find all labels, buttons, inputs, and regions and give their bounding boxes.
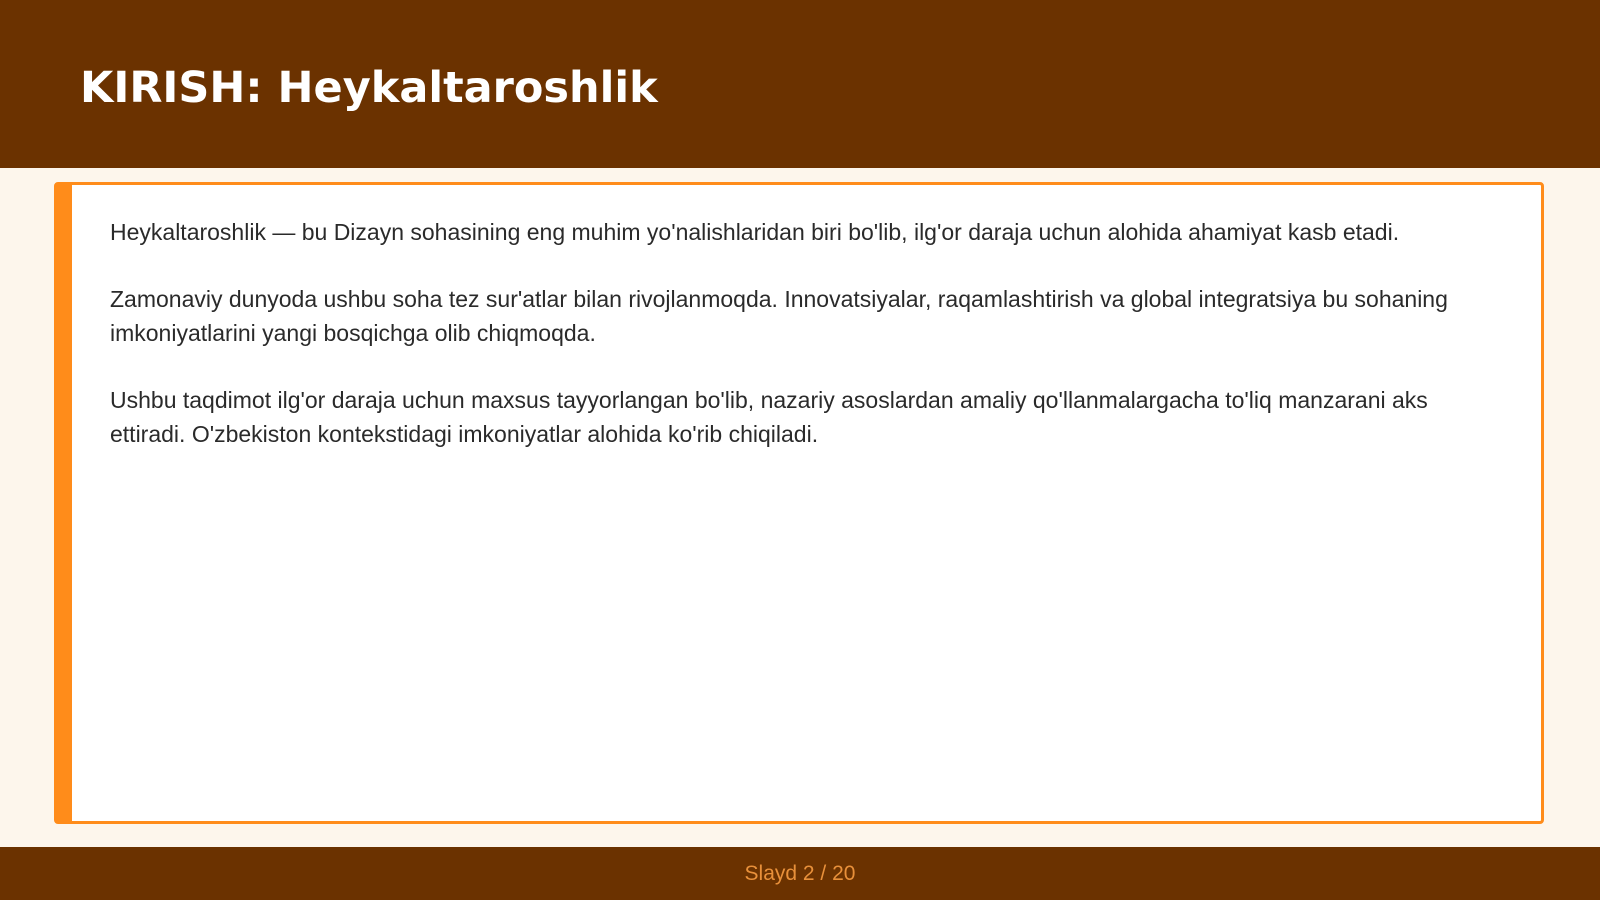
slide-footer: [0, 847, 1600, 900]
slide-counter: Slayd 2 / 20: [744, 862, 856, 885]
slide-header: [0, 0, 1600, 168]
content-paragraph-3: Ushbu taqdimot ilg'or daraja uchun maxsus tayyorlangan bo'lib, nazariy asoslardan amaliy qo'llanmalargacha to'liq manzarani aks ettiradi. O'zbekiston kontekstidagi imkoniyatlar alohida ko'rib chiqiladi.: [110, 387, 1428, 447]
content-paragraph-1: Heykaltaroshlik — bu Dizayn sohasining eng muhim yo'nalishlaridan biri bo'lib, ilg'or daraja uchun alohida ahamiyat kasb etadi.: [110, 219, 1400, 245]
content-paragraph-2: Zamonaviy dunyoda ushbu soha tez sur'atlar bilan rivojlanmoqda. Innovatsiyalar, raqamlashtirish va global integratsiya bu sohaning imkoniyatlarini yangi bosqichga olib chiqmoqda.: [110, 286, 1448, 346]
content-card: [54, 182, 1544, 824]
slide-title: KIRISH: Heykaltaroshlik: [80, 63, 658, 113]
